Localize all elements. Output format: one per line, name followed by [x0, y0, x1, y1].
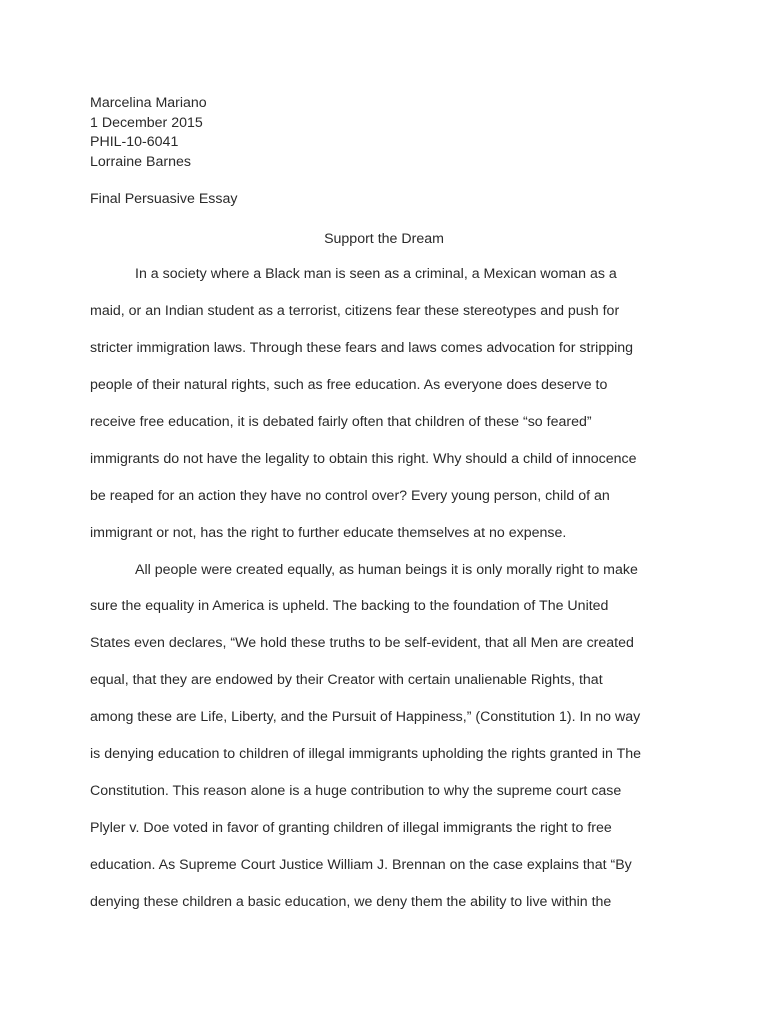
body-line: among these are Life, Liberty, and the Pursuit of Happiness,” (Constitution 1). In no way — [90, 709, 641, 726]
body-line: immigrants do not have the legality to obtain this right. Why should a child of innocence — [90, 450, 637, 467]
author-name: Marcelina Mariano — [90, 95, 207, 111]
body-line: sure the equality in America is upheld. The backing to the foundation of The United — [90, 598, 609, 615]
body-line: people of their natural rights, such as free education. As everyone does deserve to — [90, 376, 608, 393]
body-line: is denying education to children of illegal immigrants upholding the rights granted in The — [90, 746, 642, 763]
body-line: States even declares, “We hold these truths to be self-evident, that all Men are created — [90, 635, 634, 652]
body-line: stricter immigration laws. Through these fears and laws comes advocation for stripping — [90, 339, 634, 356]
body-line: In a society where a Black man is seen as a criminal, a Mexican woman as a — [135, 266, 617, 282]
body-line: All people were created equally, as human beings it is only morally right to make — [135, 561, 638, 578]
instructor-name: Lorraine Barnes — [90, 153, 191, 170]
essay-title: Support the Dream — [324, 231, 444, 247]
heading-block — [90, 94, 207, 172]
body-line: Constitution. This reason alone is a huge contribution to why the supreme court case — [90, 783, 622, 800]
body-line: be reaped for an action they have no control over? Every young person, child of an — [90, 487, 610, 504]
body-line: maid, or an Indian student as a terrorist, citizens fear these stereotypes and push for — [90, 302, 620, 319]
essay-date: 1 December 2015 — [90, 114, 203, 131]
body-line: immigrant or not, has the right to further educate themselves at no expense. — [90, 524, 567, 541]
body-line: Plyler v. Doe voted in favor of granting children of illegal immigrants the right to free — [90, 820, 612, 837]
body-line: denying these children a basic education, we deny them the ability to live within the — [90, 893, 612, 910]
body-line: receive free education, it is debated fairly often that children of these “so feared” — [90, 413, 592, 430]
course-code: PHIL-10-6041 — [90, 134, 179, 150]
body-line: education. As Supreme Court Justice William J. Brennan on the case explains that “By — [90, 857, 632, 873]
body-line: equal, that they are endowed by their Creator with certain unalienable Rights, that — [90, 672, 603, 689]
assignment-label: Final Persuasive Essay — [90, 191, 238, 207]
essay-body — [90, 265, 690, 930]
